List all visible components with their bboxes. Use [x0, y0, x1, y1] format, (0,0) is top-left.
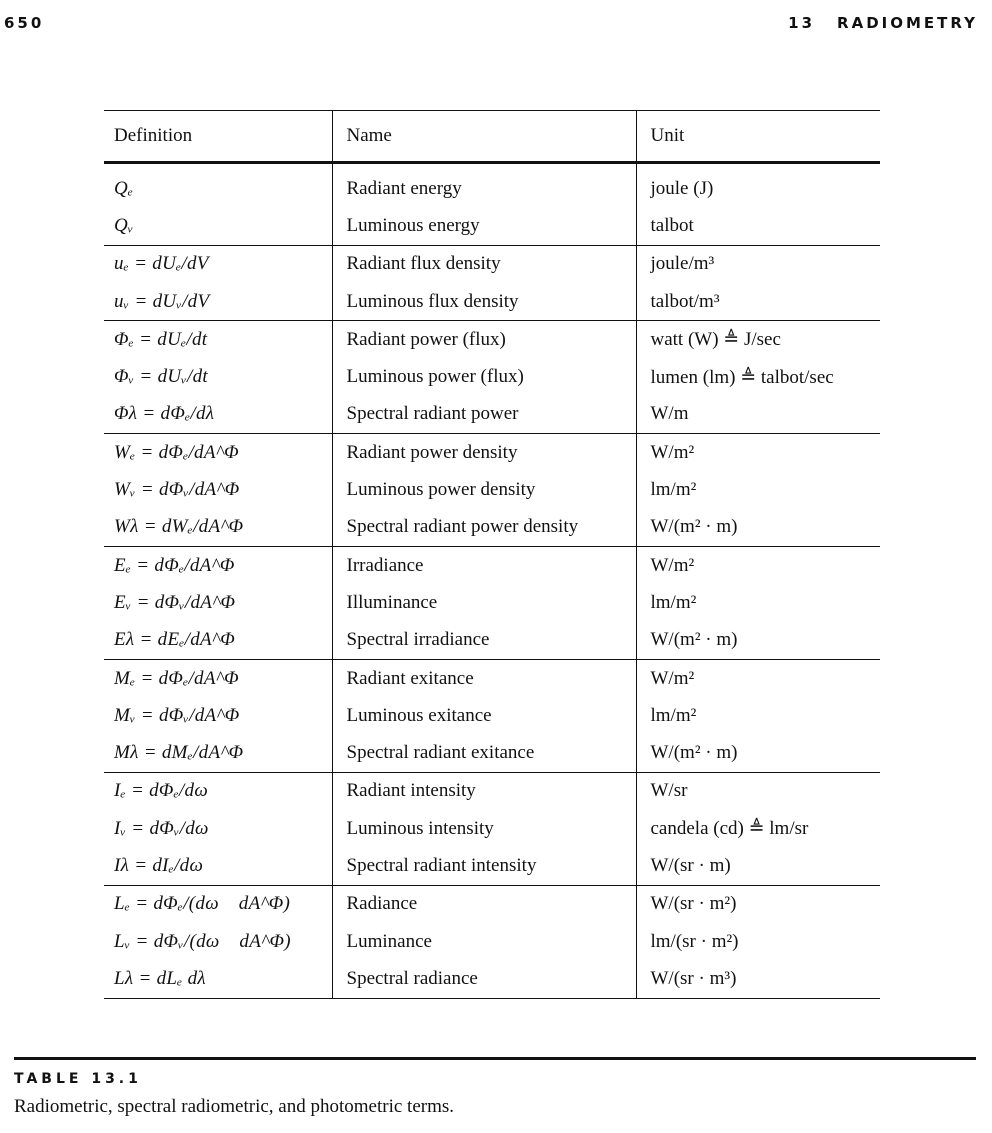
table-row	[104, 659, 880, 697]
unit-cell: joule/m³	[636, 245, 880, 283]
name-cell: Spectral radiant power	[332, 396, 636, 434]
definition-cell: Eᵥ = dΦᵥ/dA^Φ	[114, 591, 236, 613]
column-header-name: Name	[332, 111, 636, 163]
definition-cell: Iₑ = dΦₑ/dω⃗	[104, 772, 332, 810]
chapter-title: RADIOMETRY	[837, 14, 978, 32]
unit-cell: talbot	[636, 207, 880, 245]
name-cell: Luminous energy	[332, 207, 636, 245]
table-row	[104, 622, 880, 660]
table-row	[104, 734, 880, 772]
table-caption-label: TABLE 13.1	[14, 1071, 142, 1087]
definition-cell: uₑ = dUₑ/dV	[104, 245, 332, 283]
unit-cell: watt (W) ≜ J/sec	[636, 321, 880, 359]
definition-cell: uᵥ = dUᵥ/dV	[114, 290, 210, 312]
unit-cell: lm/(sr · m²)	[636, 923, 880, 960]
definition-cell: Eλ = dEₑ/dA^Φ	[114, 629, 236, 651]
unit-cell: candela (cd) ≜ lm/sr	[636, 810, 880, 847]
unit-cell: joule (J)	[636, 163, 880, 208]
unit-cell: W/(sr · m)	[636, 847, 880, 885]
radiometry-table	[104, 110, 880, 999]
name-cell: Spectral radiant intensity	[332, 847, 636, 885]
name-cell: Radiant power density	[332, 434, 636, 472]
name-cell: Spectral irradiance	[332, 622, 636, 660]
name-cell: Luminous power density	[332, 471, 636, 508]
unit-cell: W/(m² · m)	[636, 509, 880, 547]
definition-cell: Lλ = dLₑ dλ	[114, 967, 206, 989]
column-header-unit: Unit	[636, 111, 880, 163]
definition-cell: Eₑ = dΦₑ/dA^Φ	[104, 546, 332, 584]
name-cell: Radiant power (flux)	[332, 321, 636, 359]
unit-cell: talbot/m³	[636, 283, 880, 321]
column-header-definition: Definition	[104, 111, 332, 163]
name-cell: Spectral radiant power density	[332, 509, 636, 547]
name-cell: Radiant flux density	[332, 245, 636, 283]
table-row	[104, 885, 880, 923]
table-row	[104, 358, 880, 395]
name-cell: Luminous flux density	[332, 283, 636, 321]
table-row	[104, 163, 880, 208]
name-cell: Irradiance	[332, 546, 636, 584]
definition-cell: Wλ = dWₑ/dA^Φ	[114, 516, 244, 538]
unit-cell: W/sr	[636, 772, 880, 810]
table-row	[104, 772, 880, 810]
definition-cell: Lᵥ = dΦᵥ/(dω⃗ dA^Φ)	[114, 930, 291, 952]
table-row	[104, 584, 880, 621]
caption-rule	[14, 1057, 976, 1060]
table-row	[104, 509, 880, 547]
table-row	[104, 207, 880, 245]
definition-cell: Lₑ = dΦₑ/(dω⃗ dA^Φ)	[104, 885, 332, 923]
name-cell: Illuminance	[332, 584, 636, 621]
chapter-number: 13	[788, 14, 816, 32]
table-row	[104, 434, 880, 472]
definition-cell: Iλ = dIₑ/dω⃗	[114, 854, 218, 876]
unit-cell: W/(sr · m²)	[636, 885, 880, 923]
definition-cell: Wₑ = dΦₑ/dA^Φ	[104, 434, 332, 472]
name-cell: Spectral radiance	[332, 960, 636, 998]
unit-cell: W/m	[636, 396, 880, 434]
definition-cell: Qₑ	[114, 177, 134, 199]
page-number: 650	[4, 14, 45, 32]
name-cell: Radiant intensity	[332, 772, 636, 810]
running-head	[788, 14, 978, 32]
definition-cell: Mₑ = dΦₑ/dA^Φ	[104, 659, 332, 697]
unit-cell: lm/m²	[636, 471, 880, 508]
definition-cell: Φλ = dΦₑ/dλ	[114, 403, 215, 425]
unit-cell: lumen (lm) ≜ talbot/sec	[636, 358, 880, 395]
table-row	[104, 471, 880, 508]
table-row	[104, 546, 880, 584]
name-cell: Radiance	[332, 885, 636, 923]
unit-cell: lm/m²	[636, 584, 880, 621]
name-cell: Luminous power (flux)	[332, 358, 636, 395]
table-row	[104, 321, 880, 359]
table-row	[104, 923, 880, 960]
table-caption-text: Radiometric, spectral radiometric, and photometric terms.	[14, 1096, 455, 1117]
definition-cell: Mᵥ = dΦᵥ/dA^Φ	[114, 704, 240, 726]
name-cell: Radiant energy	[332, 163, 636, 208]
table-body	[104, 163, 880, 999]
table-row	[104, 810, 880, 847]
table-row	[104, 283, 880, 321]
name-cell: Spectral radiant exitance	[332, 734, 636, 772]
table-row	[104, 960, 880, 998]
unit-cell: W/(sr · m³)	[636, 960, 880, 998]
table-row	[104, 697, 880, 734]
name-cell: Luminance	[332, 923, 636, 960]
unit-cell: W/(m² · m)	[636, 622, 880, 660]
table-header-row	[104, 111, 880, 163]
definition-cell: Φᵥ = dUᵥ/dt	[114, 366, 208, 388]
table-row	[104, 396, 880, 434]
unit-cell: W/m²	[636, 659, 880, 697]
definition-cell: Φₑ = dUₑ/dt	[104, 321, 332, 359]
definition-cell: Iᵥ = dΦᵥ/dω⃗	[114, 817, 224, 839]
table-row	[104, 847, 880, 885]
definition-cell: Qᵥ	[114, 214, 134, 236]
name-cell: Luminous intensity	[332, 810, 636, 847]
table-row	[104, 245, 880, 283]
unit-cell: W/m²	[636, 434, 880, 472]
name-cell: Luminous exitance	[332, 697, 636, 734]
definition-cell: Mλ = dMₑ/dA^Φ	[114, 742, 244, 764]
definition-cell: Wᵥ = dΦᵥ/dA^Φ	[114, 479, 240, 501]
unit-cell: lm/m²	[636, 697, 880, 734]
unit-cell: W/m²	[636, 546, 880, 584]
unit-cell: W/(m² · m)	[636, 734, 880, 772]
name-cell: Radiant exitance	[332, 659, 636, 697]
